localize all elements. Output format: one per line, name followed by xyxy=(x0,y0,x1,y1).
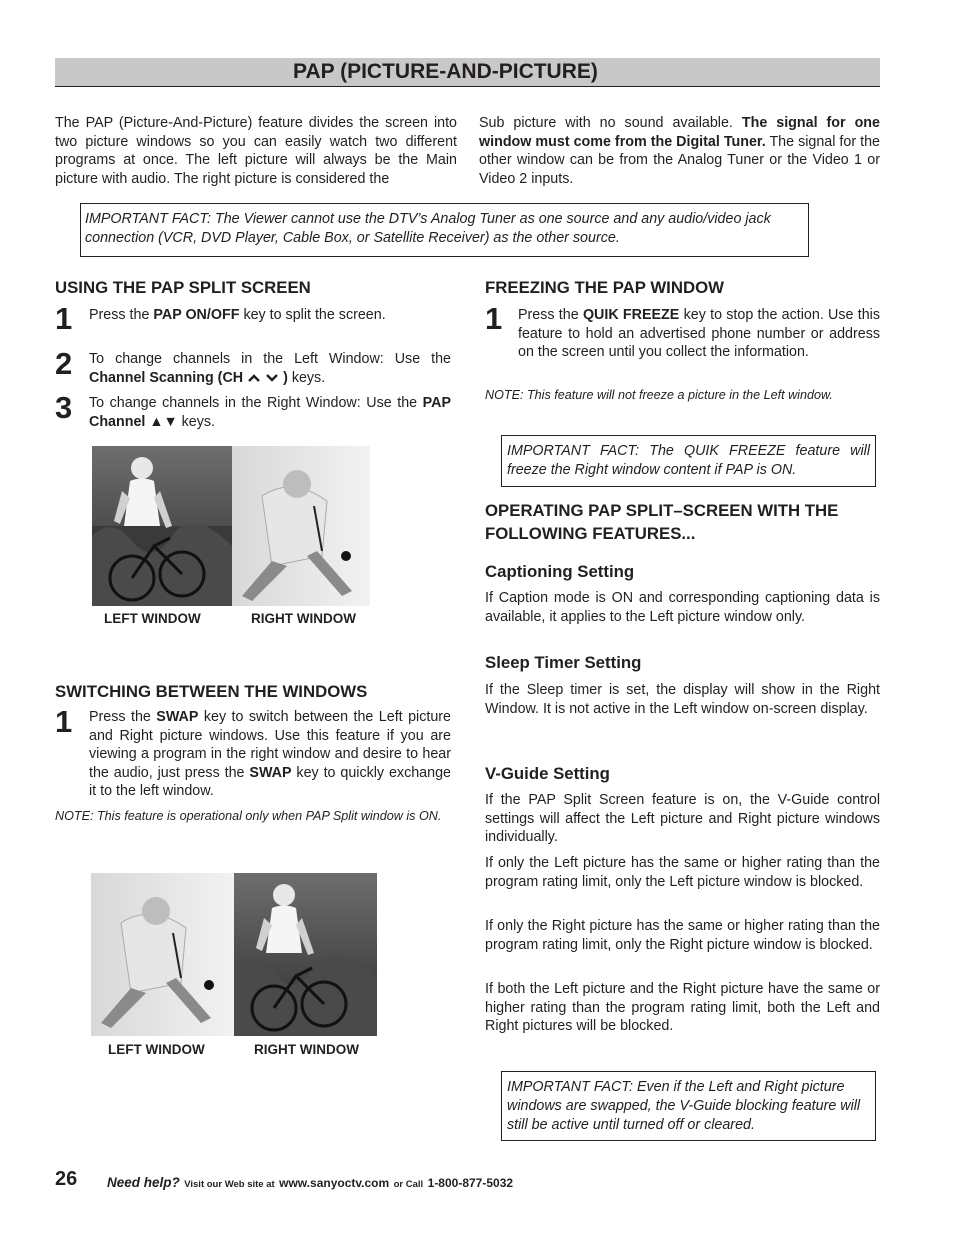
switching-text-b: key to switch between the Left picture and Right picture windows. Use this feature if you are viewing a program in the right window and desire to hear the audio, just press the xyxy=(89,709,451,781)
caption-right-window-2: RIGHT WINDOW xyxy=(254,1042,359,1057)
using-step-3-pre: To change channels in the Right Window: Use the xyxy=(89,395,418,411)
visit-label: Visit our Web site at xyxy=(184,1179,275,1190)
chevron-down-icon xyxy=(265,373,279,383)
freezing-heading: FREEZING THE PAP WINDOW xyxy=(485,278,724,297)
channel-scanning-key xyxy=(89,370,288,386)
phone-number: 1-800-877-5032 xyxy=(427,1176,514,1190)
captioning-text: If Caption mode is ON and corresponding captioning data is available, it applies to the Left picture window only. xyxy=(485,590,880,625)
sleep-text: If the Sleep timer is set, the display will show in the Right Window. It is not active in the Left window on-screen display. xyxy=(485,682,880,717)
vguide-paragraph-2: If only the Left picture has the same or higher rating than the program rating limit, only the Left picture window is blocked. xyxy=(485,855,880,890)
biker-photo-icon xyxy=(92,446,370,606)
freezing-step-1-text xyxy=(518,306,880,362)
using-step-2-text xyxy=(89,350,451,387)
important-fact-vguide: IMPORTANT FACT: Even if the Left and Right picture windows are swapped, the V-Guide blocking feature will still be active until turned off or cleared. xyxy=(501,1071,876,1141)
website-link[interactable]: www.sanyoctv.com xyxy=(279,1176,390,1190)
page-number: 26 xyxy=(55,1168,78,1190)
intro-right-post: The signal for the other window can be from the Analog Tuner or the Video 1 or Video 2 inputs. xyxy=(479,133,880,187)
channel-scanning-close: ) xyxy=(283,369,288,386)
vguide-paragraph-1: If the PAP Split Screen feature is on, the V-Guide control settings will affect the Left picture and Right picture windows individually. xyxy=(485,792,880,846)
using-heading: USING THE PAP SPLIT SCREEN xyxy=(55,278,311,297)
channel-scanning-label: Channel Scanning (CH xyxy=(89,369,244,386)
using-step-3-number: 3 xyxy=(55,390,73,425)
caption-left-window-1: LEFT WINDOW xyxy=(104,611,201,626)
using-step-1-post: key to split the screen. xyxy=(243,307,386,323)
caption-left-window-2: LEFT WINDOW xyxy=(108,1042,205,1057)
freezing-note: NOTE: This feature will not freeze a picture in the Left window. xyxy=(485,388,833,402)
freezing-step-1-number: 1 xyxy=(485,301,503,336)
pap-swapped-image xyxy=(91,873,377,1036)
intro-right xyxy=(479,114,880,188)
need-help-label: Need help? xyxy=(107,1175,180,1190)
using-step-3-text xyxy=(89,394,451,431)
caption-right-window-1: RIGHT WINDOW xyxy=(251,611,356,626)
woman-with-ball-photo-icon xyxy=(91,873,377,1036)
switching-step-1-text xyxy=(89,708,451,801)
using-step-1-number: 1 xyxy=(55,301,73,336)
switching-heading: SWITCHING BETWEEN THE WINDOWS xyxy=(55,682,368,701)
using-step-1-pre: Press the xyxy=(89,307,150,323)
intro-right-pre: Sub picture with no sound available. xyxy=(479,115,733,131)
vguide-paragraph-3: If only the Right picture has the same or higher rating than the program rating limit, only the Right picture window is blocked. xyxy=(485,918,880,953)
page-title: PAP (PICTURE-AND-PICTURE) xyxy=(293,60,598,83)
switching-text-c: key to quickly exchange it to the left window. xyxy=(89,764,451,800)
switching-note: NOTE: This feature is operational only when PAP Split window is ON. xyxy=(55,809,442,823)
pap-onoff-key: PAP ON/OFF xyxy=(153,307,240,323)
important-fact-analog: IMPORTANT FACT: The Viewer cannot use the DTV’s Analog Tuner as one source and any audio/video jack connection (VCR, DVD Player, Cable Box, or Satellite Receiver) as the other source. xyxy=(80,203,809,257)
using-step-2-post: keys. xyxy=(291,369,326,386)
freezing-text-b: key to stop the action. Use this feature to hold an advertised phone number or address on the screen until you collect the information. xyxy=(518,307,880,361)
pap-channel-key: PAP Channel ▲▼ xyxy=(89,395,451,430)
switching-step-1-number: 1 xyxy=(55,704,73,739)
using-step-1-text xyxy=(89,306,451,325)
intro-right-bold: The signal for one window must come from the Digital Tuner. xyxy=(479,115,880,150)
footer-help xyxy=(107,1174,513,1192)
vguide-paragraph-4: If both the Left picture and the Right picture have the same or higher rating than the program rating limit, both the Left and Right pictures will be blocked. xyxy=(485,981,880,1035)
freezing-text-a: Press the xyxy=(518,307,579,323)
intro-left: The PAP (Picture-And-Picture) feature divides the screen into two picture windows so you can easily watch two different programs at once. The left picture will always be the Main picture with audio. The right picture is considered the xyxy=(55,115,457,187)
pap-split-screen-image xyxy=(92,446,370,606)
sleep-heading: Sleep Timer Setting xyxy=(485,653,642,672)
or-call-label: or Call xyxy=(393,1179,424,1190)
swap-key-1: SWAP xyxy=(156,709,199,725)
chevron-up-icon xyxy=(247,373,261,383)
switching-text-a: Press the xyxy=(89,709,151,725)
important-fact-quik-freeze: IMPORTANT FACT: The QUIK FREEZE feature will freeze the Right window content if PAP is ON. xyxy=(501,435,876,487)
using-step-2-pre: To change channels in the Left Window: Use the xyxy=(89,351,451,367)
using-step-2-number: 2 xyxy=(55,346,73,381)
captioning-heading: Captioning Setting xyxy=(485,562,635,581)
quik-freeze-key: QUIK FREEZE xyxy=(582,307,680,323)
vguide-heading: V-Guide Setting xyxy=(485,764,610,783)
operating-heading: OPERATING PAP SPLIT–SCREEN WITH THE FOLLOWING FEATURES... xyxy=(485,501,839,543)
swap-key-2: SWAP xyxy=(249,764,292,781)
using-step-3-post: keys. xyxy=(181,413,216,430)
